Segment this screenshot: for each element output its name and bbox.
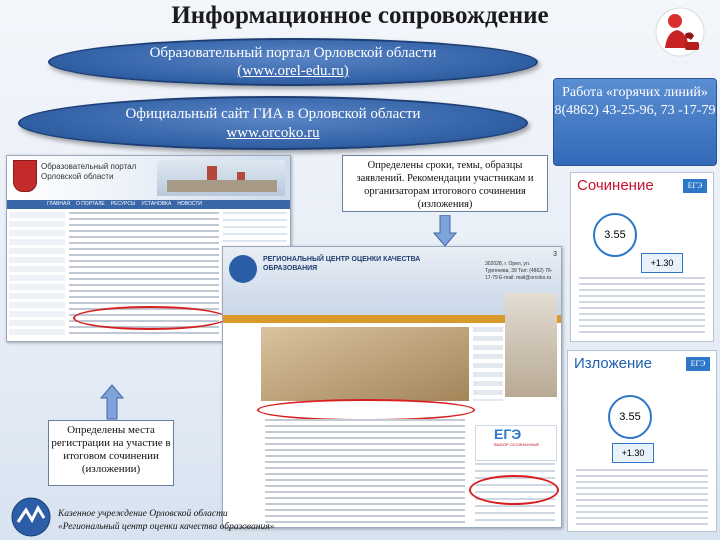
highlight-ellipse [469, 475, 559, 505]
gia-site-url-link[interactable]: www.orcoko.ru [226, 125, 320, 141]
presentation-poster [567, 350, 717, 532]
hotline-phone-icon [655, 6, 705, 58]
essay-poster [570, 172, 714, 342]
essay-poster-title: Сочинение [577, 177, 654, 194]
timer-badge [641, 253, 683, 273]
rcoko-header-title: РЕГИОНАЛЬНЫЙ ЦЕНТР ОЦЕНКИ КАЧЕСТВА ОБРАЗОВАНИЯ [263, 256, 421, 272]
ege-banner-title: ЕГЭ [494, 426, 522, 442]
presentation-poster-title: Изложение [574, 355, 652, 372]
highlight-ellipse [257, 399, 475, 421]
extra-time-text: +1.30 [621, 448, 645, 458]
footer-line2: «Региональный центр оценки качества образования» [58, 522, 275, 532]
ege-banner [475, 425, 557, 461]
highlight-ellipse [73, 306, 227, 330]
rcoko-side-links [473, 327, 503, 401]
slide-title: Информационное сопровождение [171, 2, 549, 29]
portal-name: Образовательный портал Орловской области [149, 45, 437, 61]
portal-ellipse [48, 38, 538, 86]
clock-icon [593, 213, 637, 257]
ege-badge-icon [686, 357, 710, 371]
gia-site-name: Официальный сайт ГИА в Орловской области [125, 106, 421, 122]
portal-header-title: Образовательный портал Орловской области [41, 162, 137, 181]
gia-site-ellipse [18, 96, 528, 150]
poster-text [576, 469, 708, 525]
nav-item[interactable]: УСТАНОВКА [141, 201, 172, 207]
ege-badge-icon [683, 179, 707, 193]
nav-item[interactable]: НОВОСТИ [177, 201, 202, 207]
rcoko-contact: 302028, г. Орел, ул. Тургенева, 39 Тел: (4862) 76-17-79 E-mail: mail@orcoko.ru [485, 261, 553, 281]
page-number: 3 [553, 251, 557, 258]
ege-banner-sub: ВЫБОР ОСОЗНАННЫЙ [494, 442, 539, 447]
coat-of-arms-icon [13, 160, 37, 192]
rcoko-logo-icon [229, 255, 257, 283]
ege-badge-text: ЕГЭ [690, 359, 706, 368]
up-arrow-icon [100, 384, 124, 420]
extra-time-text: +1.30 [650, 258, 674, 268]
nav-item[interactable]: РЕСУРСЫ [110, 201, 136, 207]
rcoko-logo-icon [10, 496, 52, 538]
terms-note: Определены сроки, темы, образцы заявлений. Рекомендации участникам и организаторам итогового сочинения (изложения) [342, 155, 548, 212]
nav-item[interactable]: ГЛАВНАЯ [47, 201, 70, 207]
ege-badge-text: ЕГЭ [687, 181, 703, 190]
footer-org [58, 508, 318, 534]
rcoko-screenshot [222, 246, 562, 528]
down-arrow-icon [433, 215, 457, 247]
portal-nav [7, 200, 290, 209]
places-note: Определены места регистрации на участие в итоговом сочинении (изложении) [48, 420, 174, 486]
kremlin-image [157, 160, 285, 196]
time-text: 3.55 [619, 411, 641, 423]
portal-sidebar [9, 212, 65, 337]
nav-item[interactable]: О ПОРТАЛЕ [75, 201, 105, 207]
time-text: 3.55 [604, 229, 626, 241]
classroom-photo [261, 327, 469, 401]
clock-icon [608, 395, 652, 439]
footer-line1: Казенное учреждение Орловской области [58, 509, 228, 519]
hands-photo [505, 293, 557, 397]
timer-badge [612, 443, 654, 463]
hotline-box: Работа «горячих линий» 8(4862) 43-25-96, 73 -17-79 [553, 78, 717, 166]
poster-text [579, 277, 705, 335]
portal-url-link[interactable]: (www.orel-edu.ru) [237, 63, 349, 79]
